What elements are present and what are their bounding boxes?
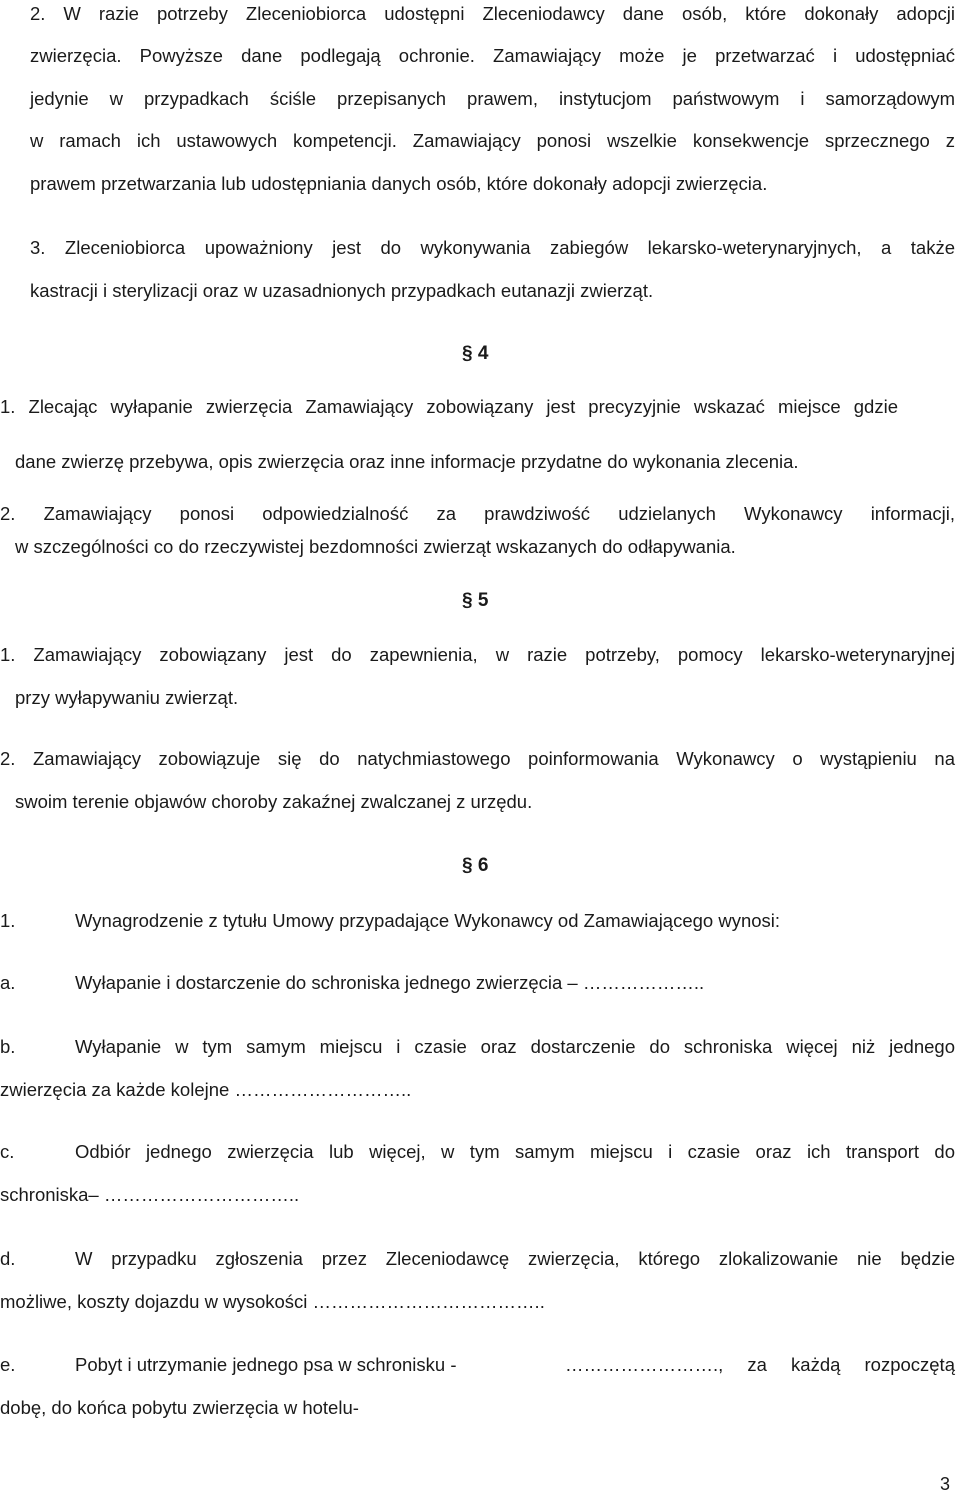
paragraph-line: kastracji i sterylizacji oraz w uzasadnionych przypadkach eutanazji zwierząt.	[30, 280, 654, 301]
paragraph-line: 1. Zamawiający zobowiązany jest do zapewnienia, w razie potrzeby, pomocy lekarsko-weterynaryjnej	[0, 644, 955, 665]
section-heading: § 4	[462, 343, 489, 364]
list-item-letter: a.	[0, 972, 16, 993]
paragraph-line: swoim terenie objawów choroby zakaźnej zwalczanej z urzędu.	[15, 791, 533, 812]
paragraph-line: prawem przetwarzania lub udostępniania danych osób, które dokonały adopcji zwierzęcia.	[30, 173, 768, 194]
list-item-text: dobę, do końca pobytu zwierzęcia w hotelu-	[0, 1397, 359, 1418]
paragraph-line: w szczególności co do rzeczywistej bezdomności zwierząt wskazanych do odłapywania.	[15, 536, 736, 557]
list-item-text: Wynagrodzenie z tytułu Umowy przypadające Wykonawcy od Zamawiającego wynosi:	[75, 910, 781, 931]
paragraph-line: przy wyłapywaniu zwierząt.	[15, 687, 239, 708]
list-item-text: Odbiór jednego zwierzęcia lub więcej, w tym samym miejscu i czasie oraz ich transport do	[75, 1141, 955, 1162]
list-item-text: ……………………., za każdą rozpoczętą	[565, 1354, 955, 1375]
list-item-text: schroniska– …………………………..	[0, 1184, 300, 1205]
paragraph-line: 2. W razie potrzeby Zleceniobiorca udostępni Zleceniodawcy dane osób, które dokonały adopcji	[30, 3, 955, 24]
list-item-text: W przypadku zgłoszenia przez Zleceniodawcę zwierzęcia, którego zlokalizowanie nie będzie	[75, 1248, 955, 1269]
list-item-letter: b.	[0, 1036, 16, 1057]
list-item-letter: c.	[0, 1141, 15, 1162]
list-item-number: 1.	[0, 910, 16, 931]
paragraph-line: 3. Zleceniobiorca upoważniony jest do wykonywania zabiegów lekarsko-weterynaryjnych, a także	[30, 237, 955, 258]
list-item-letter: e.	[0, 1354, 16, 1375]
paragraph-line: 1. Zlecając wyłapanie zwierzęcia Zamawiający zobowiązany jest precyzyjnie wskazać miejsce gdzie	[0, 396, 898, 417]
paragraph-line: 2. Zamawiający ponosi odpowiedzialność za prawdziwość udzielanych Wykonawcy informacji,	[0, 503, 955, 524]
section-heading: § 5	[462, 590, 489, 611]
list-item-text: Pobyt i utrzymanie jednego psa w schronisku -	[75, 1354, 457, 1375]
section-heading: § 6	[462, 855, 489, 876]
paragraph-line: jedynie w przypadkach ściśle przepisanych prawem, instytucjom państwowym i samorządowym	[30, 88, 955, 109]
list-item-text: Wyłapanie i dostarczenie do schroniska jednego zwierzęcia – ………………..	[75, 972, 705, 993]
paragraph-line: dane zwierzę przebywa, opis zwierzęcia oraz inne informacje przydatne do wykonania zlecenia.	[15, 451, 799, 472]
list-item-text: zwierzęcia za każde kolejne ………………………..	[0, 1079, 412, 1100]
paragraph-line: zwierzęcia. Powyższe dane podlegają ochronie. Zamawiający może je przetwarzać i udostępniać	[30, 45, 955, 66]
page-number: 3	[940, 1474, 951, 1494]
list-item-text: możliwe, koszty dojazdu w wysokości ………………………………..	[0, 1291, 545, 1312]
paragraph-line: 2. Zamawiający zobowiązuje się do natychmiastowego poinformowania Wykonawcy o wystąpieniu na	[0, 748, 955, 769]
paragraph-line: w ramach ich ustawowych kompetencji. Zamawiający ponosi wszelkie konsekwencje sprzecznego z	[30, 130, 955, 151]
list-item-text: Wyłapanie w tym samym miejscu i czasie oraz dostarczenie do schroniska więcej niż jednego	[75, 1036, 955, 1057]
list-item-letter: d.	[0, 1248, 16, 1269]
